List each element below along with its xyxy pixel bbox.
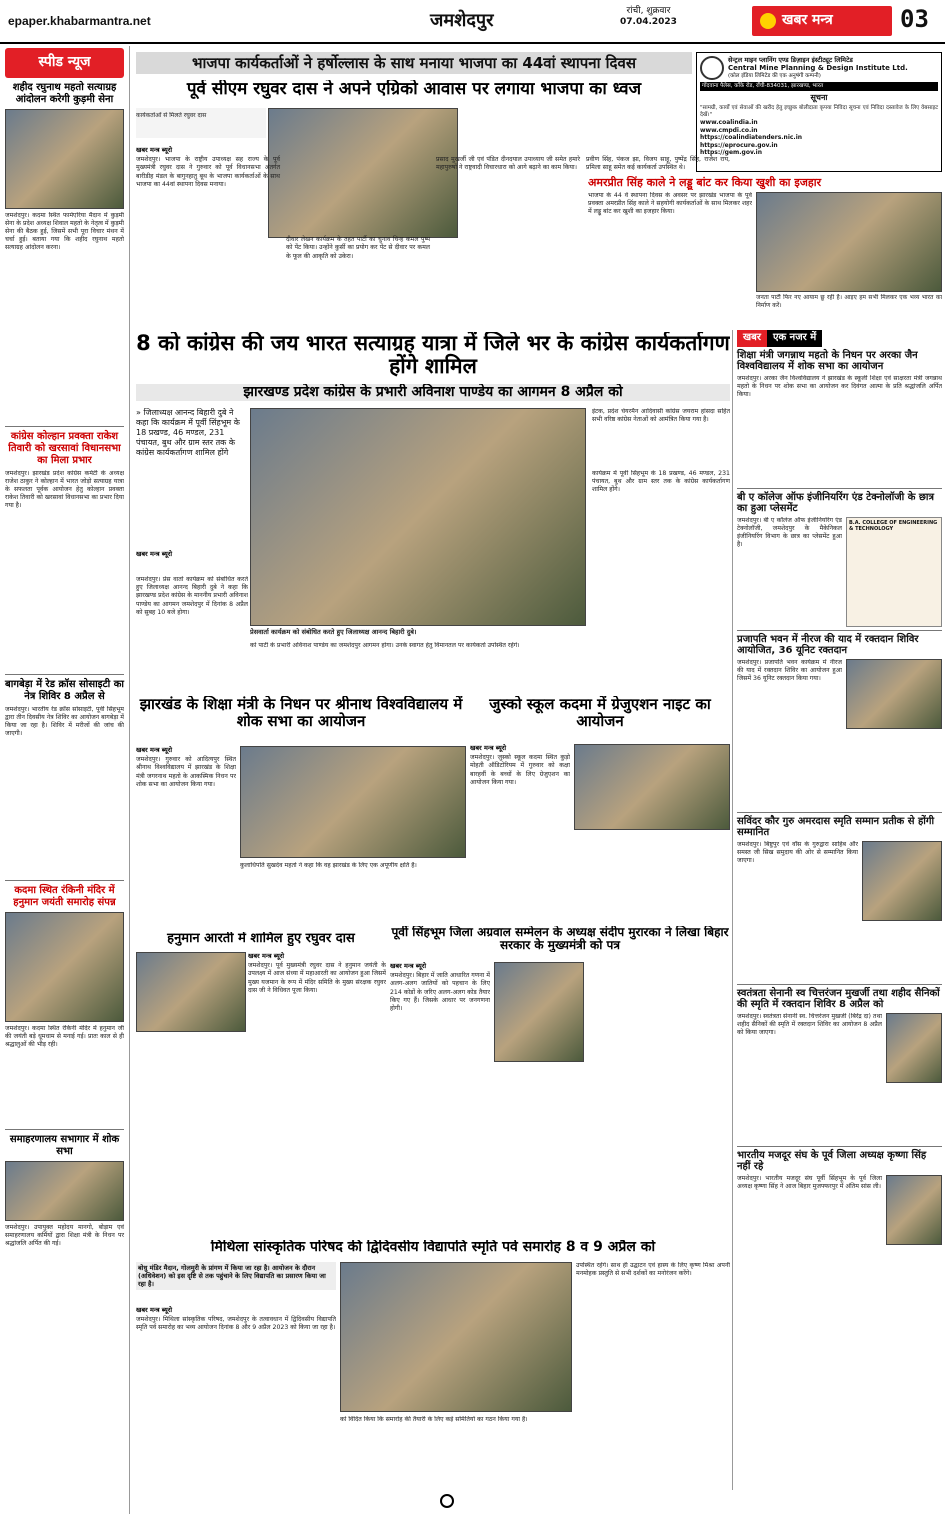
left-story-1-headline: शहीद रघुनाथ महतो सत्याग्रह आंदोलन करेगी कुड़मी सेना xyxy=(12,81,117,105)
site-url[interactable]: epaper.khabarmantra.net xyxy=(8,14,151,28)
cmpdi-logo-icon xyxy=(700,56,724,80)
ek-nazar-tag: एक नजर में xyxy=(767,330,822,347)
left-column xyxy=(0,46,130,1514)
congress-caption: प्रेसवार्ता कार्यक्रम को संबोधित करते हुए जिलाध्यक्ष आनन्द बिहारी दुबे। xyxy=(250,628,417,636)
right-story-3-photo xyxy=(846,659,942,729)
mithila-text: जमशेदपुर। मिथिला सांस्कृतिक परिषद, जमशेदपुर के तत्वावधान में द्विदिवसीय विद्यापति स्मृति पर्व समारोह का भव्य आयोजन दिनांक 8 और 9 अप्रैल 2023 को किया जा रहा है। xyxy=(136,1316,336,1332)
right-story-1-text: जमशेदपुर। अरका जैन विश्वविद्यालय ने झारखंड के स्कूली शिक्षा एवं साक्षरता मंत्री जगन्नाथ महतो के निधन पर शोक सभा का आयोजन कर दिवंगत आत्मा के प्रति श्रद्धांजलि अर्पित किया। xyxy=(737,374,942,398)
divider xyxy=(5,880,124,881)
shiksha-photo xyxy=(240,746,466,858)
right-story-6-row xyxy=(737,1175,942,1245)
divider xyxy=(737,630,942,631)
agrawal-body xyxy=(390,962,490,1013)
cmpdi-address: गोंदवाना पैलेस, काँके रोड, राँची-834031, झारखण्ड, भारत xyxy=(700,82,938,91)
congress-quote: » जिलाध्यक्ष आनन्द बिहारी दुबे ने कहा कि कार्यक्रम में पूर्वी सिंहभूम के 18 प्रखण्ड, 46 मण्डल, 231 पंचायत, बुथ और ग्राम स्तर तक के कांग्रेस कार्यकर्तागण शामिल होंगे xyxy=(136,408,240,457)
ek-nazar-label xyxy=(737,330,942,347)
top-story-text-4: प्रवीण सिंह, पंकज झा, विजय साहू, पुष्पेंद्र सिंह, राजेश राय, प्रमिला साहू समेत कई कार्यकर्ता उपस्थित थे। xyxy=(586,156,730,172)
byline: खबर मन्त्र ब्यूरो xyxy=(470,744,507,752)
congress-headline: 8 को कांग्रेस की जय भारत सत्याग्रह यात्रा में जिले भर के कांग्रेस कार्यकर्तागण होंगे शामिल xyxy=(136,332,730,379)
mithila-text-3: को विदित किया कि समारोह की तैयारी के लिए कई समितियों का गठन किया गया है। xyxy=(340,1416,528,1423)
mithila-photo xyxy=(340,1262,572,1412)
hanuman-text: जमशेदपुर। पूर्व मुख्यमंत्री रघुवर दास ने हनुमान जयंती के उपलक्ष्य में आज संध्या में महाआरती का आयोजन हुआ जिसमें मुख्य यजमान के रूप में मंदिर समिति के मुख्य संरक्षक रघुवर दास जी ने विधिवत पूजा किया। xyxy=(248,962,386,994)
left-story-2-text: जमशेदपुर। झारखंड प्रदेश कांग्रेस कमेटी के अध्यक्ष राजेश ठाकुर ने कोल्हान में भारत जोड़ो सत्याग्रह यात्रा के सफलता पूर्वक आयोजन हेतु कोल्हान प्रवक्ता राकेश तिवारी को खरसावां विधानसभा का प्रभार दिया गया है। xyxy=(5,469,124,509)
congress-body-left xyxy=(136,550,248,560)
jusco-headline: जुस्को स्कूल कदमा में ग्रेजुएशन नाइट का आयोजन xyxy=(489,696,711,729)
right-story-3-row xyxy=(737,659,942,809)
congress-text-2: को पार्टी के प्रभारी अविनाश पाण्डेय का जमशेदपुर आगमन होगा। उनके स्वागत हेतु विमानतल पर कार्यकर्ता उपस्थित रहेंगे। xyxy=(250,642,520,649)
jusco-body xyxy=(470,744,570,787)
right-story-6-text: जमशेदपुर। भारतीय मजदूर संघ पूर्वी सिंहभूम के पूर्व जिला अध्यक्ष कृष्णा सिंह ने आज बिहार मुजफ्फरपुर में अंतिम सांस ली। xyxy=(737,1174,882,1190)
mithila-body xyxy=(136,1306,336,1333)
left-story-4-text: जमशेदपुर। कदमा स्थित रंकिनी मंदिर में हनुमान जी की जयंती बड़े धूमधाम से मनाई गई। प्रातः काल से ही श्रद्धालुओं की भीड़ रही। xyxy=(5,1024,124,1048)
congress-text-3: इंटक, प्रदेश चेयरमैन आदिवासी कांग्रेस जयराम हांसदा सहित सभी वरिष्ठ कांग्रेस नेताओं को आमंत्रित किया गया है। xyxy=(592,408,730,424)
right-story-5-row xyxy=(737,1013,942,1143)
divider xyxy=(737,1146,942,1147)
right-story-2-card: B.A. COLLEGE OF ENGINEERING & TECHNOLOGY xyxy=(846,517,942,627)
cmpdi-subtitle: (कोल इंडिया लिमिटेड की एक अनुषंगी कम्पनी) xyxy=(728,73,821,79)
congress-subhead: झारखण्ड प्रदेश कांग्रेस के प्रभारी अविनाश पाण्डेय का आगमन 8 अप्रैल को xyxy=(136,384,730,401)
edition-label: रांची, शुक्रवार xyxy=(626,6,671,16)
left-story-4-headline: कदमा स्थित रंकिनी मंदिर में हनुमान जयंती समारोह संपन्न xyxy=(13,884,116,908)
byline: खबर मन्त्र ब्यूरो xyxy=(248,952,285,960)
byline: खबर मन्त्र ब्यूरो xyxy=(136,746,173,754)
cmpdi-link-2[interactable]: www.cmpdi.co.in xyxy=(700,126,758,134)
speed-news-badge: स्पीड न्यूज xyxy=(5,48,124,78)
congress-text-4: कार्यक्रम में पूर्वी सिंहभूम के 18 प्रखण्ड, 46 मण्डल, 231 पंचायत, बुथ और ग्राम स्तर तक के कांग्रेस कार्यकर्तागण शामिल होंगे। xyxy=(592,470,730,494)
mithila-headline: मिथिला सांस्कृतिक परिषद की द्विदिवसीय विद्यापति स्मृति पर्व समारोह 8 व 9 अप्रैल को xyxy=(210,1240,656,1255)
city-name: जमशेदपुर xyxy=(430,10,494,31)
byline: खबर मन्त्र ब्यूरो xyxy=(136,146,173,154)
cmpdi-link-5[interactable]: https://gem.gov.in xyxy=(700,149,762,157)
right-story-6-photo xyxy=(886,1175,942,1245)
top-story-headline: पूर्व सीएम रघुवर दास ने अपने एग्रिको आवास पर लगाया भाजपा का ध्वज xyxy=(186,80,642,99)
mithila-quote: बोधु मंडिर मैदान, गोलमुरी के प्रांगण में किया जा रहा है। आयोजन के दौरान (अधिवेशन) को इस दृष्टि से तक पहुंचाने के लिए विद्यापति का प्रसारण किया जा रहा है। xyxy=(136,1262,336,1290)
date-block xyxy=(620,6,677,29)
brand-logo xyxy=(752,6,892,36)
cmpdi-title-en: Central Mine Planning & Design Institute Ltd. xyxy=(728,64,908,73)
right-story-4-row xyxy=(737,841,942,981)
amarpreet-text: भाजपा के 44 वें स्थापना दिवस के अवसर पर झारखंड भाजपा के पूर्व प्रवक्ता अमरप्रीत सिंह काले ने सहयोगी कार्यकर्ताओं के साथ मिलकर शहर में लड्डू बांट कर खुशी का इजहार किया। xyxy=(588,192,752,216)
masthead xyxy=(0,0,945,44)
left-story-3-text: जमशेदपुर। भारतीय रेड क्रॉस सोसाइटी, पूर्वी सिंहभूम द्वारा तीन दिवसीय नेत्र शिविर का आयोजन बागबेड़ा में किया जा रहा है। शिविर में मरीजों की जांच की जाएगी। xyxy=(5,705,124,737)
congress-photo xyxy=(250,408,586,626)
right-story-1-headline: शिक्षा मंत्री जगन्नाथ महतो के निधन पर अरका जैन विश्वविद्यालय में शोक सभा का आयोजन xyxy=(737,349,918,372)
agrawal-text: जमशेदपुर। बिहार में जाति आधारित गणना में अलग-अलग जातियों को पहचान के लिए 214 कोडों के जरिए अलग-अलग कोड तैयार किए गए हैं। जिसके आधार पर जनगणना होगी। xyxy=(390,972,490,1012)
right-story-4-headline: सविंदर कौर गुरु अमरदास स्मृति सम्मान प्रतीक से होंगी सम्मानित xyxy=(737,815,935,838)
divider xyxy=(5,1129,124,1130)
left-story-5-photo xyxy=(5,1161,124,1221)
divider xyxy=(5,426,124,427)
byline: खबर मन्त्र ब्यूरो xyxy=(136,550,173,558)
date-label: 07.04.2023 xyxy=(620,17,677,28)
cmpdi-link-3[interactable]: https://coalindiatenders.nic.in xyxy=(700,134,803,142)
left-story-1-text: जमशेदपुर। कदमा स्थित फार्मएरिया मैदान में कुड़मी सेना के प्रदेश अध्यक्ष शिवाल महतो के नेतृत्व में कुड़मी सेना की बैठक हुई, जिसमें सभी पूरा विचार मंथन में चर्चा हुई। बताया गया कि शहीद रघुनाथ महतो सत्याग्रह आंदोलन करना। xyxy=(5,211,124,251)
right-story-5-photo xyxy=(886,1013,942,1083)
right-story-5-text: जमशेदपुर। स्वतंत्रता सेनानी स्व. चित्तरंजन मुखर्जी (बिरेंद्र दा) तथा शहीद सैनिकों की स्मृति में रक्तदान शिविर का आयोजन 8 अप्रैल को किया जाएगा। xyxy=(737,1012,882,1036)
right-story-3-headline: प्रजापति भवन में नीरज की याद में रक्तदान शिविर आयोजित, 36 यूनिट रक्तदान xyxy=(737,633,919,656)
right-story-3-text: जमशेदपुर। प्रजापति भवन कार्यक्रम में नीरज की याद में रक्तदान शिविर का आयोजन हुआ जिसमें 36 यूनिट रक्तदान किया गया। xyxy=(737,658,842,682)
jusco-photo xyxy=(574,744,730,830)
right-story-6-headline: भारतीय मजदूर संघ के पूर्व जिला अध्यक्ष कृष्णा सिंह नहीं रहे xyxy=(737,1149,927,1172)
shiksha-body xyxy=(136,746,236,789)
right-story-5-headline: स्वतंत्रता सेनानी स्व चित्तरंजन मुखर्जी तथा शहीद सैनिकों की स्मृति में रक्तदान शिविर 8 अप्रैल को xyxy=(737,987,940,1010)
top-story-text-3: प्रसाद मुखर्जी जी एवं पंडित दीनदयाल उपाध्याय जी समेत हमारे महापुरुषों ने राष्ट्रवादी विचारधारा को आगे बढ़ाने का काम किया। xyxy=(436,156,580,172)
right-story-2-text: जमशेदपुर। बी ए कॉलेज ऑफ इंजीनियरिंग एंड टेक्नोलॉजी, जमशेदपुर के मैकेनिकल इंजीनियरिंग विभाग के छात्र का प्लेसमेंट हुआ है। xyxy=(737,516,842,549)
amarpreet-photo xyxy=(756,192,942,292)
left-story-5-headline: समाहरणालय सभागार में शोक सभा xyxy=(9,1133,120,1157)
hanuman-body xyxy=(248,952,386,995)
top-story-text-2: दीवार लेखन कार्यक्रम के तहत पार्टी का चुनाव चिन्ह कमल पुष्प को पेंट किया। उन्होंने कुर्सी का प्रयोग कर पेंट से दीवार पर कमल के फूल की आकृति को उकेरा। xyxy=(286,236,430,260)
left-story-3-headline: बागबेड़ा में रेड क्रॉस सोसाइटी का नेत्र शिविर 8 अप्रैल से xyxy=(5,678,124,702)
shiksha-headline: झारखंड के शिक्षा मंत्री के निधन पर श्रीनाथ विश्वविद्यालय में शोक सभा का आयोजन xyxy=(139,696,463,729)
amarpreet-headline: अमरप्रीत सिंह काले ने लड्डू बांट कर किया खुशी का इजहार xyxy=(588,176,822,189)
byline: खबर मन्त्र ब्यूरो xyxy=(136,1306,173,1314)
right-story-2-row xyxy=(737,517,942,627)
hanuman-photo xyxy=(136,952,246,1032)
right-story-4-text: जमशेदपुर। बिष्टुपुर एवं वाँस के गुरुद्वारा साहिब और समस्त जी सिख समुदाय की ओर से सम्मानित किया जाएगा। xyxy=(737,840,858,864)
shiksha-text-2: कुलाधिपति सुखदेव महतो ने कहा कि वह झारखंड के लिए एक अपूर्णीय क्षति है। xyxy=(240,862,417,869)
shiksha-text: जमशेदपुर। गुरुवार को आदित्यपुर स्थित श्रीनाथ विश्वविद्यालय में झारखंड के शिक्षा मंत्री जगरनाथ महतो के आकस्मिक निधन पर शोक सभा का आयोजन किया गया। xyxy=(136,756,236,788)
divider xyxy=(737,488,942,489)
top-story-banner: भाजपा कार्यकर्ताओं ने हर्षोल्लास के साथ मनाया भाजपा का 44वां स्थापना दिवस xyxy=(136,52,692,74)
left-story-2-headline: कांग्रेस कोल्हान प्रवक्ता राकेश तिवारी को खरसावां विधानसभा का मिला प्रभार xyxy=(8,430,121,466)
khabar-tag: खबर xyxy=(737,330,767,347)
left-story-5-text: जमशेदपुर। उपायुक्त महोदय मानगो, बोड़ाम एवं समाहरणालय कर्मियों द्वारा शिक्षा मंत्री के निधन पर श्रद्धांजलि अर्पित की गई। xyxy=(5,1223,124,1247)
jusco-text: जमशेदपुर। जुस्को स्कूल कदमा स्थित कुड़ो मोहती ऑडिटोरियम में गुरुवार को कक्षा बारहवीं के बच्चों के लिए ग्रेजुएशन का आयोजन किया गया। xyxy=(470,754,570,786)
divider xyxy=(737,812,942,813)
brand-logo-icon xyxy=(760,13,776,29)
divider xyxy=(5,674,124,675)
right-story-4-photo xyxy=(862,841,942,921)
left-story-1-photo xyxy=(5,109,124,209)
left-story-4-photo xyxy=(5,912,124,1022)
hanuman-headline: हनुमान आरती में शामिल हुए रघुवर दास xyxy=(167,932,355,946)
agrawal-photo xyxy=(494,962,584,1062)
byline: खबर मन्त्र ब्यूरो xyxy=(390,962,427,970)
right-column xyxy=(732,330,942,1490)
brand-name: खबर मन्त्र xyxy=(782,12,833,29)
cmpdi-link-1[interactable]: www.coalindia.in xyxy=(700,119,758,127)
top-story-text-1: जमशेदपुर। भाजपा के राष्ट्रीय उपाध्यक्ष सह राज्य के पूर्व मुख्यमंत्री रघुवर दास ने गुरुवार को पूर्व विधानसभा अंतर्गत बारीडीह मंडल के बागुनहातु बूथ के भाजपा कार्यकर्ताओं के साथ भाजपा का 44वां स्थापना दिवस मनाया। xyxy=(136,156,280,188)
amarpreet-caption: जनता पार्टी फिर नए आयाम छू रही है। आइए हम सभी मिलकर एक भव्य भारत का निर्माण करें। xyxy=(756,294,942,309)
congress-text-1: जमशेदपुर। प्रेस वार्ता कार्यक्रम को संबोधित करते हुए जिलाध्यक्ष आनन्द बिहारी दुबे ने कहा कि झारखण्ड प्रदेश कांग्रेस के माननीय प्रभारी अविनाश पाण्डेय का आगमन जमशेदपुर में दिनांक 8 अप्रैल को सुबह 10 बजे होगा। xyxy=(136,576,248,616)
mithila-text-2: उपस्थित रहेंगे। साथ ही उद्घाटन एवं हास्य के लिए कृष्ण मिश्रा अपनी मनमोहक प्रस्तुति से सभी दर्शकों का मनोरंजन करेंगे। xyxy=(576,1262,730,1278)
cmpdi-notice-label: सूचना xyxy=(810,92,828,102)
top-story-caption: कार्यकर्ताओं से मिलते रघुवर दास xyxy=(136,112,207,119)
cmpdi-notice-text: "सामग्री, कार्यों एवं सेवाओं की खरीद हेतु इच्छुक बोलीदाता कृपया निविदा सूचना एवं निविदा दस्तावेज के लिए वेबसाइट देखें।" xyxy=(700,104,938,119)
cmpdi-notice xyxy=(696,52,942,172)
registration-mark-icon xyxy=(440,1494,454,1508)
cmpdi-title: सेन्ट्रल माइन प्लानिंग एण्ड डिज़ाइन इंस्टीट्यूट लिमिटेड xyxy=(728,56,853,65)
page-number: 03 xyxy=(900,5,929,33)
right-story-2-headline: बी ए कॉलेज ऑफ इंजीनियरिंग एंड टेक्नोलॉजी के छात्र का हुआ प्लेसमेंट xyxy=(737,491,934,514)
cmpdi-link-4[interactable]: https://eprocure.gov.in xyxy=(700,141,778,149)
divider xyxy=(737,984,942,985)
agrawal-headline: पूर्वी सिंहभूम जिला अग्रवाल सम्मेलन के अध्यक्ष संदीप मुरारका ने लिखा बिहार सरकार के मुख्यमंत्री को पत्र xyxy=(391,926,729,953)
